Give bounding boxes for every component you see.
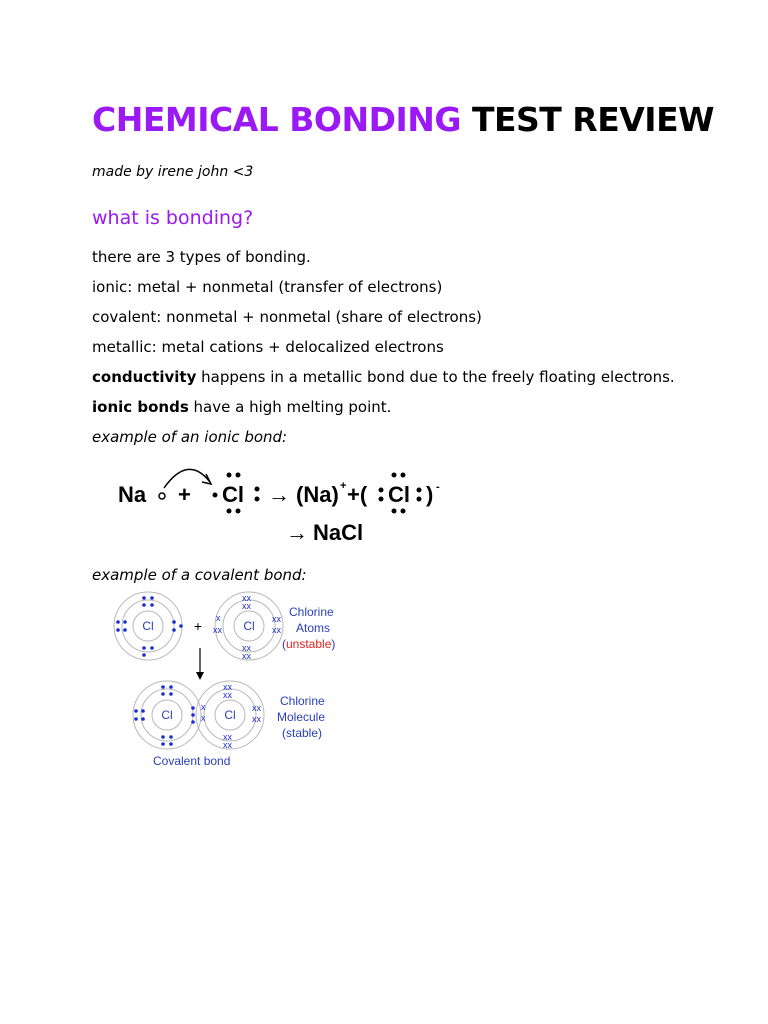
svg-text:xx: xx	[223, 740, 232, 750]
result-arrow: →	[286, 520, 308, 545]
svg-text:xx: xx	[252, 703, 261, 713]
conductivity-line	[92, 368, 675, 386]
svg-text:x: x	[201, 713, 206, 723]
ionic-bonds-term: ionic bonds	[92, 398, 189, 416]
chlorine-symbol: Cl	[222, 482, 244, 507]
svg-text:x: x	[201, 702, 206, 712]
product-plus: +(	[347, 482, 368, 507]
chlorine-lewis-structure	[213, 473, 260, 514]
plus-sign: +	[178, 482, 191, 507]
atoms-label-line2: Atoms	[296, 621, 331, 635]
reaction-arrow: →	[268, 482, 290, 507]
reaction-down-arrow	[196, 648, 204, 680]
svg-text:Cl: Cl	[161, 708, 173, 722]
diagram-plus-sign: +	[193, 618, 203, 634]
page-title	[92, 100, 714, 139]
ionic-bonds-line	[92, 398, 391, 416]
chloride-lewis-structure	[379, 473, 422, 514]
svg-text:xx: xx	[223, 690, 232, 700]
atoms-label-line1: Chlorine	[289, 605, 334, 619]
example-ionic-label: example of an ionic bond:	[92, 428, 288, 446]
svg-text:xx: xx	[252, 714, 261, 724]
svg-text:xx: xx	[223, 682, 232, 692]
ionic-bond-equation	[110, 460, 470, 555]
example-covalent-label: example of a covalent bond:	[92, 566, 307, 584]
sodium-chloride: NaCl	[313, 520, 364, 545]
ionic-bonds-text: have a high melting point.	[188, 398, 392, 416]
chloride-charge: -	[436, 481, 440, 493]
atoms-status: (unstable)	[282, 637, 336, 651]
metallic-definition: metallic: metal cations + delocalized electrons	[92, 338, 444, 356]
svg-text:xx: xx	[242, 601, 251, 611]
sodium-charge: +	[340, 480, 347, 492]
atoms-label	[282, 605, 335, 651]
sodium-symbol: Na	[118, 482, 147, 507]
svg-text:xx: xx	[272, 614, 281, 624]
conductivity-term: conductivity	[92, 368, 197, 386]
covalent-definition: covalent: nonmetal + nonmetal (share of electrons)	[92, 308, 482, 326]
molecule-status: (stable)	[282, 726, 323, 740]
conductivity-text: happens in a metallic bond due to the freely floating electrons.	[196, 368, 675, 386]
intro-line: there are 3 types of bonding.	[92, 248, 311, 266]
molecule-label	[277, 694, 325, 740]
atom-rings	[114, 592, 283, 749]
sodium-ion: (Na)	[296, 482, 339, 507]
svg-text:xx: xx	[242, 593, 251, 603]
title-rest: TEST REVIEW	[471, 100, 715, 139]
ionic-definition: ionic: metal + nonmetal (transfer of electrons)	[92, 278, 443, 296]
electron-crosses	[201, 593, 282, 750]
chloride-symbol: Cl	[388, 482, 410, 507]
svg-text:xx: xx	[213, 625, 222, 635]
atom-symbols	[142, 619, 254, 722]
electron-dots	[116, 596, 195, 746]
molecule-label-line1: Chlorine	[280, 694, 325, 708]
svg-text:xx: xx	[223, 732, 232, 742]
svg-text:Cl: Cl	[243, 619, 255, 633]
svg-text:x: x	[216, 613, 221, 623]
molecule-label-line2: Molecule	[277, 710, 326, 724]
byline: made by irene john <3	[92, 164, 254, 180]
svg-text:xx: xx	[242, 651, 251, 661]
svg-text:Cl: Cl	[224, 708, 236, 722]
svg-text:xx: xx	[242, 643, 251, 653]
section-heading: what is bonding?	[92, 207, 254, 229]
covalent-bond-diagram	[92, 588, 352, 774]
covalent-bond-label: Covalent bond	[153, 754, 231, 768]
svg-text:xx: xx	[272, 625, 281, 635]
bracket-close: )	[426, 482, 434, 507]
sodium-electron	[159, 493, 165, 499]
svg-text:Cl: Cl	[142, 619, 154, 633]
title-highlight: CHEMICAL BONDING	[92, 100, 461, 139]
